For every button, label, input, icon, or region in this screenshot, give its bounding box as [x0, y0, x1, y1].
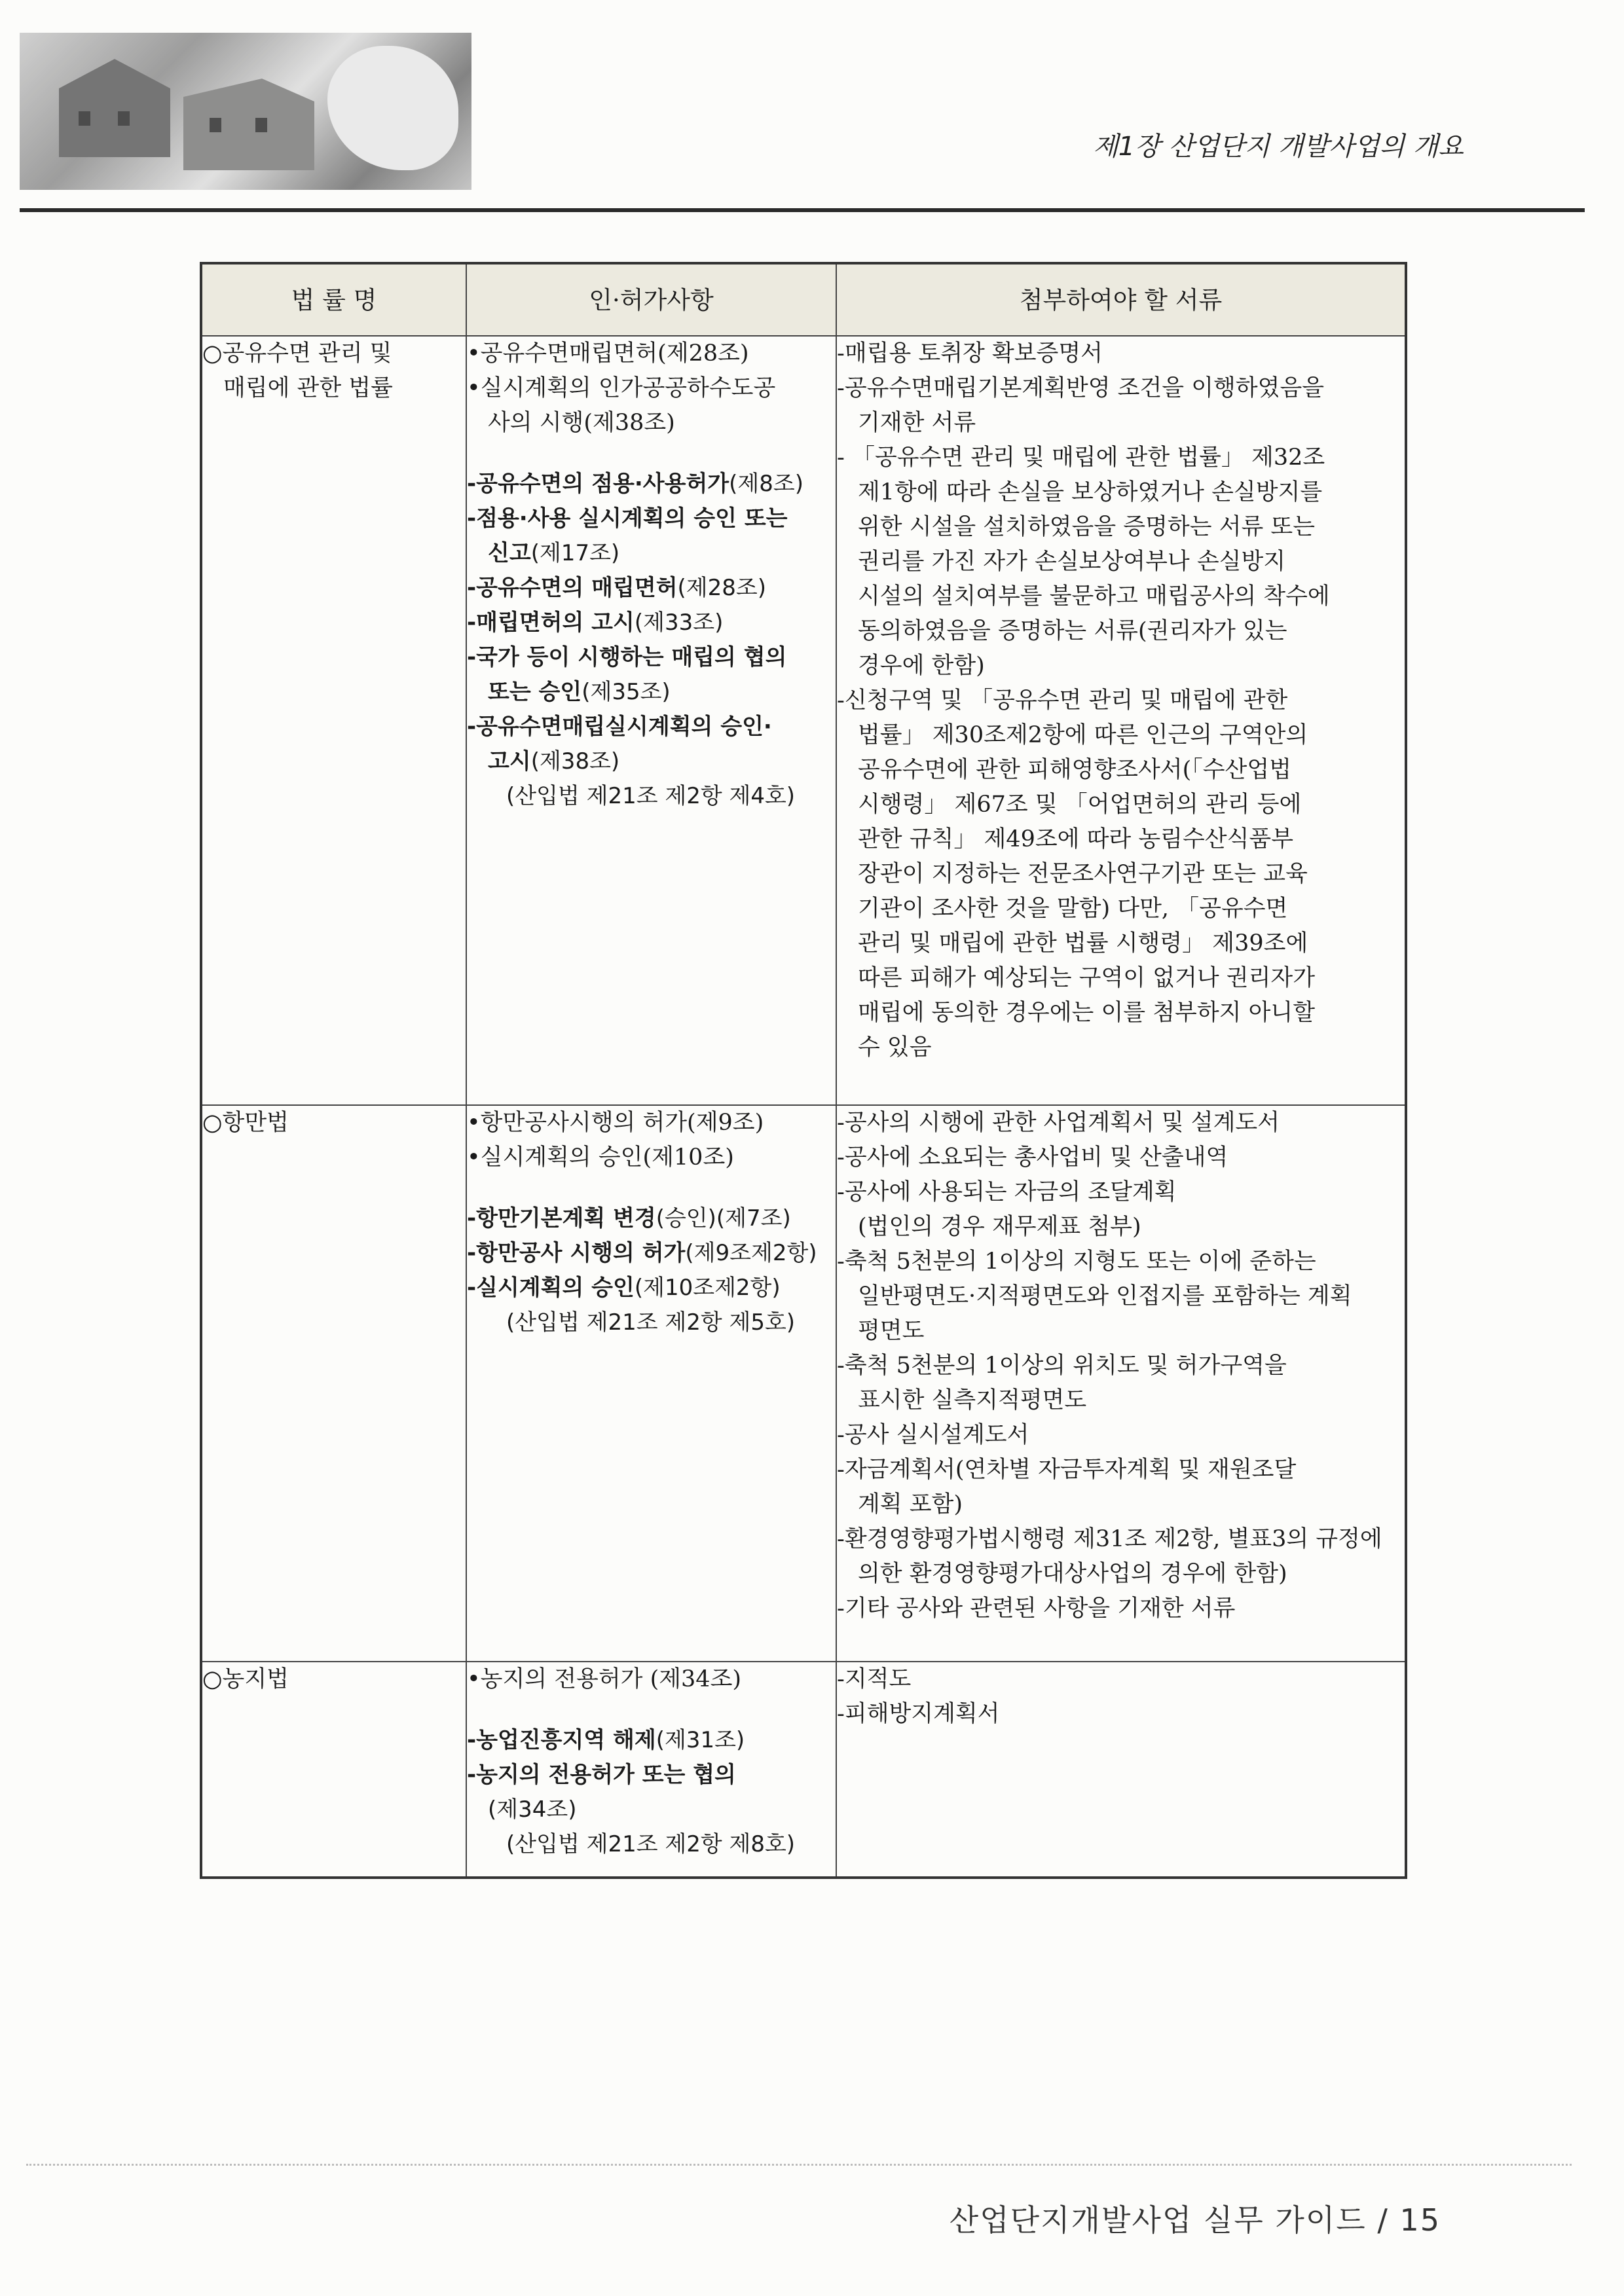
permit-related-article: (승인)(제7조): [655, 1205, 791, 1231]
document-line: -매립용 토취장 확보증명서: [837, 340, 1103, 367]
document-line: -공사 실시설계도서: [837, 1422, 1029, 1448]
document-line: 매립에 동의한 경우에는 이를 첨부하지 아니할: [858, 1000, 1316, 1026]
permit-related-article: (제31조): [655, 1727, 745, 1753]
permit-related-line: [467, 467, 836, 501]
document-line: -공유수면매립기본계획반영 조건을 이행하였음을: [837, 375, 1325, 401]
permit-related-title: -점용·사용 실시계획의 승인 또는: [467, 505, 788, 532]
document-line: (법인의 경우 재무제표 첨부): [858, 1214, 1141, 1240]
documents-cell: [836, 1105, 1406, 1662]
permit-related-title: 또는 승인: [488, 679, 582, 705]
permit-related-article: (제8조): [729, 471, 804, 497]
header-law-name: 법 률 명: [201, 263, 466, 336]
permit-related-article: (제34조): [488, 1796, 577, 1823]
header-permits: 인·허가사항: [466, 263, 836, 336]
permit-general-line: •항만공사시행의 허가(제9조): [467, 1110, 764, 1136]
permit-general-line: •실시계획의 승인(제10조): [467, 1144, 734, 1171]
table-row: [201, 1662, 1406, 1878]
permit-related-line: [467, 675, 836, 710]
permit-related-line: [467, 710, 836, 744]
document-line: 시행령」 제67조 및 「어업면허의 관리 등에: [858, 792, 1302, 818]
permit-related-title: -공유수면매립실시계획의 승인·: [467, 714, 772, 740]
document-line: -환경영향평가법시행령 제31조 제2항, 별표3의 규정에: [837, 1526, 1382, 1552]
table-row: [201, 336, 1406, 1105]
law-name-cell: [201, 1105, 466, 1662]
permits-cell: [466, 1105, 836, 1662]
permit-related-title: -농지의 전용허가 또는 협의: [467, 1762, 736, 1788]
permit-related-line: [467, 571, 836, 606]
law-name-line: ○공유수면 관리 및: [202, 340, 392, 367]
permit-related-line: [467, 1758, 836, 1793]
permit-related-title: -공유수면의 점용·사용허가: [467, 471, 729, 497]
permit-related-line: [467, 1723, 836, 1758]
document-line: -피해방지계획서: [837, 1701, 1000, 1727]
permit-related-line: [467, 606, 836, 640]
document-line: 위한 시설을 설치하였음을 증명하는 서류 또는: [858, 514, 1316, 540]
permit-related-line: [467, 1793, 836, 1827]
permit-related-line: [467, 1271, 836, 1305]
permits-cell: [466, 1662, 836, 1878]
header-documents: 첨부하여야 할 서류: [836, 263, 1406, 336]
reference-line: (산입법 제21조 제2항 제4호): [506, 783, 796, 809]
permit-related-line: [467, 536, 836, 571]
document-line: 공유수면에 관한 피해영향조사서(「수산업법: [858, 757, 1291, 783]
law-permit-table: [200, 262, 1407, 1879]
law-name-line: ○항만법: [202, 1110, 289, 1136]
document-line: -공사에 사용되는 자금의 조달계획: [837, 1179, 1177, 1205]
document-line: 계획 포함): [858, 1491, 963, 1518]
document-line: 기관이 조사한 것을 말함) 다만, 「공유수면: [858, 896, 1288, 922]
permit-related-title: -매립면허의 고시: [467, 610, 635, 636]
document-line: 수 있음: [858, 1034, 932, 1061]
permit-related-title: -실시계획의 승인: [467, 1275, 635, 1301]
table-header-row: [201, 263, 1406, 336]
permit-related-article: (제38조): [530, 748, 620, 774]
permit-related-article: (제10조제2항): [634, 1275, 781, 1301]
document-line: -자금계획서(연차별 자금투자계획 및 재원조달: [837, 1457, 1297, 1483]
law-name-line: ○농지법: [202, 1666, 289, 1692]
document-line: 기재한 서류: [858, 410, 976, 436]
permit-related-title: 신고: [488, 540, 531, 566]
law-name-cell: [201, 1662, 466, 1878]
permit-related-article: (제28조): [677, 575, 767, 601]
reference-line: (산입법 제21조 제2항 제5호): [506, 1309, 796, 1336]
permit-general-line: •실시계획의 인가공공하수도공: [467, 375, 776, 401]
document-line: 관리 및 매립에 관한 법률 시행령」 제39조에: [858, 930, 1308, 957]
page-footer: 산업단지개발사업 실무 가이드 / 15: [949, 2202, 1441, 2238]
document-line: -축척 5천분의 1이상의 지형도 또는 이에 준하는: [837, 1248, 1316, 1275]
permit-related-title: 고시: [488, 748, 531, 774]
document-line: 시설의 설치여부를 불문하고 매립공사의 착수에: [858, 583, 1330, 610]
permit-related-article: (제35조): [581, 679, 671, 705]
header-rule: [20, 208, 1585, 212]
chapter-title: 제1장 산업단지 개발사업의 개요: [1093, 132, 1464, 162]
permit-related-article: (제9조제2항): [685, 1240, 817, 1266]
document-line: -공사의 시행에 관한 사업계획서 및 설계도서: [837, 1110, 1280, 1136]
law-name-line: 매립에 관한 법률: [223, 375, 393, 401]
permit-general-line: 사의 시행(제38조): [488, 410, 675, 436]
document-line: - 「공유수면 관리 및 매립에 관한 법률」 제32조: [837, 445, 1325, 471]
permit-general-line: •공유수면매립면허(제28조): [467, 340, 749, 367]
document-line: 평면도: [858, 1318, 925, 1344]
header-photo: [20, 33, 471, 190]
permits-cell: [466, 336, 836, 1105]
table-row: [201, 1105, 1406, 1662]
permit-related-title: -농업진흥지역 해제: [467, 1727, 656, 1753]
permit-related-title: -항만공사 시행의 허가: [467, 1240, 686, 1266]
document-line: 장관이 지정하는 전문조사연구기관 또는 교육: [858, 861, 1308, 887]
permit-related-line: [467, 640, 836, 675]
document-line: 권리를 가진 자가 손실보상여부나 손실방지: [858, 549, 1286, 575]
document-line: -축척 5천분의 1이상의 위치도 및 허가구역을: [837, 1353, 1287, 1379]
permit-related-title: -국가 등이 시행하는 매립의 협의: [467, 644, 787, 670]
reference-line: (산입법 제21조 제2항 제8호): [506, 1831, 796, 1857]
permit-related-line: [467, 1201, 836, 1236]
permit-related-line: [467, 744, 836, 779]
documents-cell: [836, 1662, 1406, 1878]
permit-related-article: (제17조): [530, 540, 620, 566]
documents-cell: [836, 336, 1406, 1105]
document-line: 경우에 한함): [858, 653, 985, 679]
document-line: 의한 환경영향평가대상사업의 경우에 한함): [858, 1561, 1287, 1587]
document-line: 표시한 실측지적평면도: [858, 1387, 1087, 1413]
document-line: 일반평면도·지적평면도와 인접지를 포함하는 계획: [858, 1283, 1352, 1309]
document-line: -신청구역 및 「공유수면 관리 및 매립에 관한: [837, 687, 1288, 714]
permit-related-title: -항만기본계획 변경: [467, 1205, 656, 1231]
permit-general-line: •농지의 전용허가 (제34조): [467, 1666, 742, 1692]
document-line: 법률」 제30조제2항에 따른 인근의 구역안의: [858, 722, 1308, 748]
law-name-cell: [201, 336, 466, 1105]
footer-dotted-rule: [26, 2164, 1572, 2166]
document-line: -기타 공사와 관련된 사항을 기재한 서류: [837, 1595, 1236, 1622]
document-line: 제1항에 따라 손실을 보상하였거나 손실방지를: [858, 479, 1323, 505]
permit-related-article: (제33조): [634, 610, 724, 636]
document-line: 동의하였음을 증명하는 서류(권리자가 있는: [858, 618, 1287, 644]
permit-related-title: -공유수면의 매립면허: [467, 575, 678, 601]
document-line: -지적도: [837, 1666, 912, 1692]
permit-related-line: [467, 1236, 836, 1271]
document-line: -공사에 소요되는 총사업비 및 산출내역: [837, 1144, 1228, 1171]
document-line: 관한 규칙」 제49조에 따라 농림수산식품부: [858, 826, 1293, 852]
document-line: 따른 피해가 예상되는 구역이 없거나 권리자가: [858, 965, 1316, 991]
permit-related-line: [467, 501, 836, 536]
